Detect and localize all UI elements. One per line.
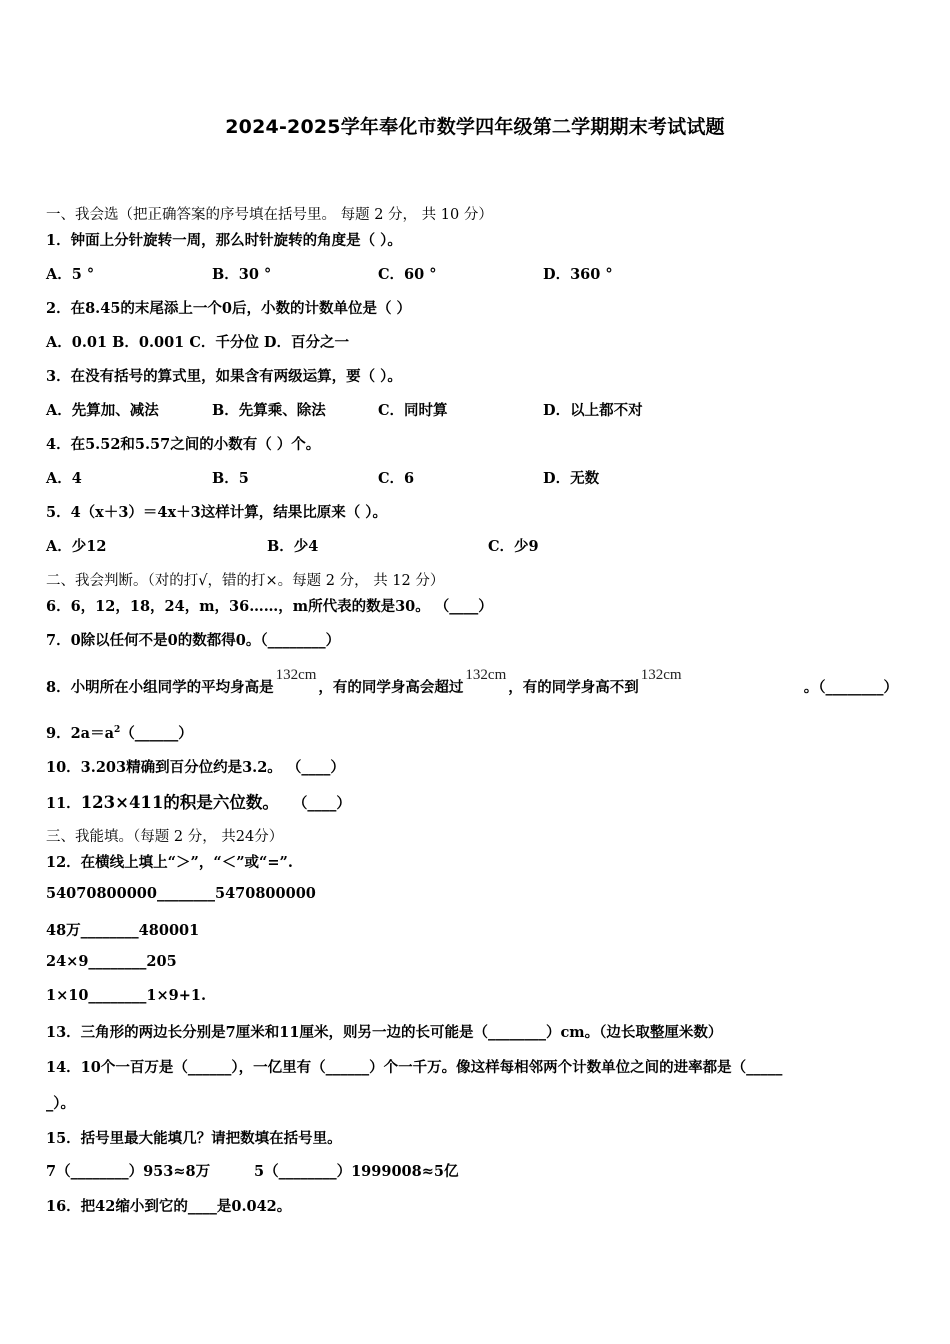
- question-13: 13．三角形的两边长分别是7厘米和11厘米，则另一边的长可能是（________）cm。（边长取整厘米数）: [46, 1024, 723, 1041]
- section-2-heading: 二、我会判断。（对的打√，错的打×。每题 2 分， 共 12 分）: [46, 573, 445, 589]
- q1-option-a[interactable]: A．5 °: [46, 266, 95, 283]
- q3-option-a[interactable]: A．先算加、减法: [46, 402, 159, 419]
- q1-option-b[interactable]: B．30 °: [212, 266, 272, 283]
- question-9: [46, 722, 193, 743]
- section-1-heading: 一、我会选（把正确答案的序号填在括号里。 每题 2 分， 共 10 分）: [46, 207, 493, 223]
- q5-option-c[interactable]: C．少9: [488, 538, 539, 555]
- q11-blank[interactable]: （____）: [292, 795, 351, 812]
- q12-row-1: 54070800000________5470800000: [46, 885, 316, 902]
- q2-options[interactable]: A．0.01 B．0.001 C．千分位 D．百分之一: [46, 334, 349, 351]
- question-6: 6．6，12，18，24，m，36……，m所代表的数是30。 （____）: [46, 598, 493, 615]
- q15-part-b: 5（________）1999008≈5亿: [254, 1163, 459, 1180]
- question-16: 16．把42缩小到它的____是0.042。: [46, 1198, 292, 1215]
- q3-option-c[interactable]: C．同时算: [378, 402, 448, 419]
- q8-text-2: ，有的同学身高会超过: [318, 679, 464, 696]
- q11-number: 11．: [46, 795, 81, 812]
- q8-unit-2: 132cm: [465, 667, 507, 683]
- question-5: 5．4（x＋3）＝4x＋3这样计算，结果比原来（ ）。: [46, 504, 388, 521]
- q1-option-d[interactable]: D．360 °: [543, 266, 613, 283]
- question-1: 1．钟面上分针旋转一周，那么时针旋转的角度是（ ）。: [46, 232, 402, 249]
- question-10: 10．3.203精确到百分位约是3.2。 （____）: [46, 759, 345, 776]
- q8-unit-1: 132cm: [275, 667, 317, 683]
- q12-row-3: 24×9________205: [46, 953, 177, 970]
- q8-answer-blank[interactable]: 。（________）: [803, 679, 898, 696]
- q11-text: 123×411的积是六位数。: [80, 793, 279, 812]
- q3-option-b[interactable]: B．先算乘、除法: [212, 402, 326, 419]
- question-2: 2．在8.45的末尾添上一个0后，小数的计数单位是（ ）: [46, 300, 412, 317]
- question-3: 3．在没有括号的算式里，如果含有两级运算，要（ ）。: [46, 368, 402, 385]
- q5-option-a[interactable]: A．少12: [46, 538, 107, 555]
- q4-option-a[interactable]: A．4: [46, 470, 82, 487]
- question-12: 12．在横线上填上“＞”，“＜”或“=”.: [46, 854, 293, 871]
- question-8: [46, 667, 684, 697]
- question-7: 7．0除以任何不是0的数都得0。（________）: [46, 632, 341, 649]
- question-4: 4．在5.52和5.57之间的小数有（ ）个。: [46, 436, 321, 453]
- q1-option-c[interactable]: C．60 °: [378, 266, 437, 283]
- q8-text-1: 8．小明所在小组同学的平均身高是: [46, 679, 274, 696]
- q8-text-3: ，有的同学身高不到: [508, 679, 639, 696]
- q12-row-4: 1×10________1×9+1.: [46, 987, 207, 1004]
- question-11: [46, 789, 351, 813]
- q4-option-c[interactable]: C．6: [378, 470, 415, 487]
- q9-exponent: 2: [113, 725, 121, 736]
- question-14-line-2: _）。: [46, 1095, 75, 1112]
- q4-option-b[interactable]: B．5: [212, 470, 249, 487]
- q15-part-a: 7（________）953≈8万: [46, 1163, 211, 1180]
- question-15: 15．括号里最大能填几？请把数填在括号里。: [46, 1130, 342, 1147]
- section-3-heading: 三、我能填。（每题 2 分， 共24分）: [46, 829, 284, 845]
- q4-option-d[interactable]: D．无数: [543, 470, 600, 487]
- q9-blank[interactable]: （______）: [120, 725, 193, 742]
- q3-option-d[interactable]: D．以上都不对: [543, 402, 643, 419]
- q9-base: 9．2a＝a: [46, 725, 114, 742]
- question-14-line-1: 14．10个一百万是（______），一亿里有（______）个一千万。像这样每相邻两个计数单位之间的进率都是（_____: [46, 1059, 783, 1076]
- q12-row-2: 48万________480001: [46, 922, 200, 939]
- q5-option-b[interactable]: B．少4: [267, 538, 319, 555]
- exam-title: 2024-2025学年奉化市数学四年级第二学期期末考试试题: [225, 116, 725, 138]
- q8-unit-3: 132cm: [640, 667, 682, 683]
